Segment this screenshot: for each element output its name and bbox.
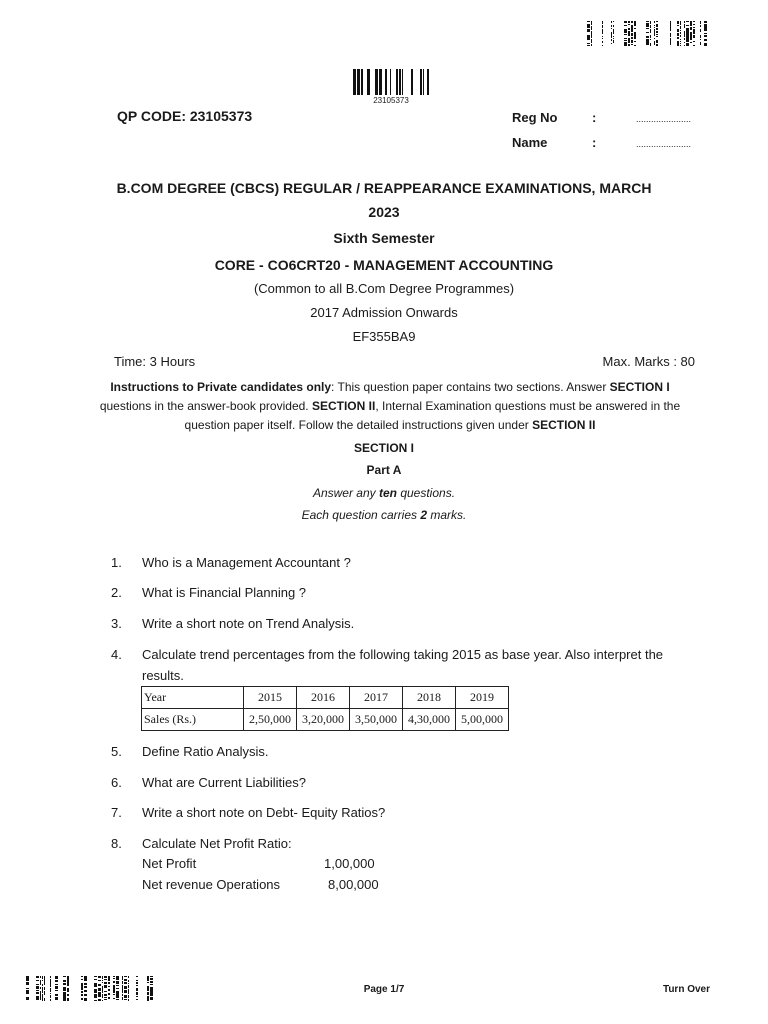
marks-instruction: Each question carries 2 marks. xyxy=(301,508,467,522)
table-cell: 2017 xyxy=(350,687,403,709)
exam-title-line2: 2023 xyxy=(368,204,400,220)
qp-code: QP CODE: 23105373 xyxy=(117,108,253,124)
exam-title-line1: B.COM DEGREE (CBCS) REGULAR / REAPPEARANCE EXAMINATIONS, MARCH xyxy=(116,180,652,196)
top-right-barcode xyxy=(587,21,718,46)
barcode-caption: 23105373 xyxy=(373,96,409,105)
question-text: What is Financial Planning ? xyxy=(142,585,307,600)
name-field[interactable]: ...................... xyxy=(636,139,692,149)
section-name: SECTION I xyxy=(353,441,414,455)
question-text: Calculate Net Profit Ratio: xyxy=(142,836,292,851)
table-cell: 2019 xyxy=(456,687,509,709)
table-cell: Year xyxy=(142,687,244,709)
table-cell: 3,50,000 xyxy=(350,709,403,731)
table-cell: 2015 xyxy=(244,687,297,709)
table-row xyxy=(142,709,509,731)
question-text: Who is a Management Accountant ? xyxy=(142,555,351,570)
answer-instruction: Answer any ten questions. xyxy=(312,486,456,500)
net-profit-label: Net Profit xyxy=(142,856,197,871)
net-revenue-value: 8,00,000 xyxy=(328,877,379,892)
question-number: 8. xyxy=(111,836,122,851)
question-text: Calculate trend percentages from the following taking 2015 as base year. Also interpret the results. xyxy=(142,647,664,683)
name-colon: : xyxy=(592,135,597,150)
question-text: What are Current Liabilities? xyxy=(142,775,307,790)
question-number: 3. xyxy=(111,616,122,631)
table-cell: Sales (Rs.) xyxy=(142,709,244,731)
reg-no-label: Reg No xyxy=(512,110,558,125)
center-barcode xyxy=(353,69,429,95)
page-number: Page 1/7 xyxy=(363,984,405,995)
table-cell: 2018 xyxy=(403,687,456,709)
reg-no-field[interactable]: ...................... xyxy=(636,114,692,124)
table-cell: 4,30,000 xyxy=(403,709,456,731)
time-allowed: Time: 3 Hours xyxy=(114,354,196,369)
question-number: 1. xyxy=(111,555,122,570)
question-number: 6. xyxy=(111,775,122,790)
question-number: 5. xyxy=(111,744,122,759)
question-text: Write a short note on Trend Analysis. xyxy=(142,616,355,631)
admission-note: 2017 Admission Onwards xyxy=(310,305,458,320)
max-marks: Max. Marks : 80 xyxy=(602,354,695,369)
instructions-lead: Instructions to Private candidates only xyxy=(110,380,332,394)
table-row xyxy=(142,687,509,709)
question-number: 4. xyxy=(111,647,122,662)
name-label: Name xyxy=(512,135,548,150)
course-title: CORE - CO6CRT20 - MANAGEMENT ACCOUNTING xyxy=(214,257,554,273)
net-profit-value: 1,00,000 xyxy=(324,856,375,871)
table-cell: 3,20,000 xyxy=(297,709,350,731)
question-text: Define Ratio Analysis. xyxy=(142,744,269,759)
net-revenue-label: Net revenue Operations xyxy=(142,877,281,892)
trend-table xyxy=(141,686,509,731)
paper-id: EF355BA9 xyxy=(352,329,416,344)
turn-over: Turn Over xyxy=(662,984,710,995)
semester: Sixth Semester xyxy=(333,230,435,246)
table-cell: 5,00,000 xyxy=(456,709,509,731)
question-number: 2. xyxy=(111,585,122,600)
part-name: Part A xyxy=(366,463,402,477)
question-number: 7. xyxy=(111,805,122,820)
instructions: Instructions to Private candidates only: This question paper contains two sections. Answer SECTION I questions in the answer-book provided. SECTION II, Internal Examination questions must be answered in the question paper itself. Follow the detailed instructions given under SECTION II xyxy=(99,380,681,432)
table-cell: 2,50,000 xyxy=(244,709,297,731)
common-note: (Common to all B.Com Degree Programmes) xyxy=(253,281,515,296)
question-text: Write a short note on Debt- Equity Ratios? xyxy=(142,805,386,820)
reg-no-colon: : xyxy=(592,110,597,125)
table-cell: 2016 xyxy=(297,687,350,709)
